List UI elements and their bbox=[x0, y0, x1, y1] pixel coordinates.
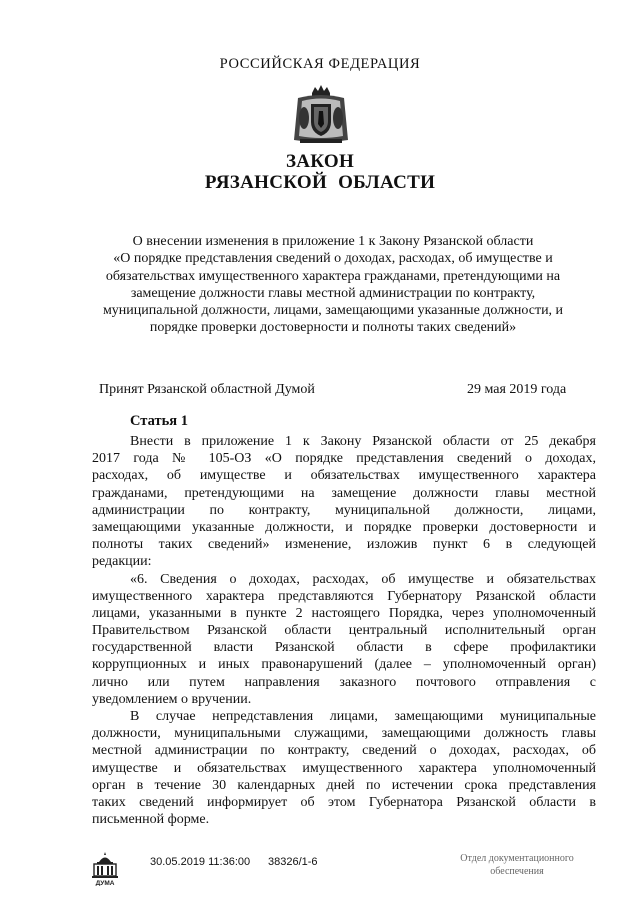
law-title-line-1: ЗАКОН bbox=[285, 151, 355, 172]
body-line: расходах, об имуществе и обязательствах имущественного характера bbox=[92, 468, 596, 484]
body-line: Внести в приложение 1 к Закону Рязанской области от 25 декабря bbox=[130, 434, 596, 449]
adoption-date: 29 мая 2019 года bbox=[467, 382, 567, 397]
body-line: имуществе и обязательствах имущественного характера уполномоченный bbox=[92, 760, 596, 776]
subject-line: «О порядке представления сведений о доходах, расходах, об имуществе и bbox=[113, 251, 553, 267]
law-subject bbox=[80, 233, 586, 337]
body-line: администрации по контракту, муниципальной должности, лицами, bbox=[92, 502, 596, 518]
body-line: Правительством Рязанской области центральный исполнительный орган bbox=[92, 623, 596, 639]
body-line: таких сведений информирует об этом Губернатора Рязанской области в bbox=[92, 794, 596, 810]
body-line: редакции: bbox=[92, 554, 152, 570]
subject-line: обязательствах имущественного характера гражданами, претендующими на bbox=[105, 268, 561, 284]
registration-number: 38326/1-6 bbox=[268, 856, 318, 868]
body-line: В случае непредставления лицами, замещающими муниципальные bbox=[130, 709, 596, 724]
body-line: замещающими указанные должности, и порядке проверки достоверности и bbox=[92, 519, 596, 535]
body-line: государственной власти Рязанской области в сфере профилактики bbox=[92, 640, 596, 656]
body-line: уведомлением о вручении. bbox=[92, 691, 252, 707]
body-line: полноты таких сведений» изменение, изложив пункт 6 в следующей bbox=[92, 537, 596, 553]
body-line: гражданами, претендующими на замещение должности главы местной bbox=[92, 485, 596, 501]
department-stamp bbox=[442, 852, 592, 878]
body-line: местной администрации по контракту, сведений о доходах, расходах, об bbox=[92, 743, 596, 759]
subject-line: О внесении изменения в приложение 1 к Закону Рязанской области bbox=[132, 234, 534, 249]
subject-line: замещение должности главы местной администрации по контракту, bbox=[130, 285, 536, 301]
registration-datetime: 30.05.2019 11:36:00 bbox=[150, 856, 251, 868]
body-line: орган в течение 30 календарных дней по истечении срока представления bbox=[92, 777, 596, 793]
subject-line: порядке проверки достоверности и полноты таких сведений» bbox=[149, 320, 517, 336]
article-heading: Статья 1 bbox=[130, 413, 188, 429]
body-line: должности, муниципальными служащими, замещающими должность главы bbox=[92, 726, 596, 742]
body-line: письменной форме. bbox=[92, 812, 210, 828]
duma-building-icon bbox=[90, 850, 120, 886]
adoption-statement: Принят Рязанской областной Думой bbox=[99, 382, 315, 397]
duma-label: ДУМА bbox=[95, 880, 115, 886]
body-line: имущественного характера представляются Губернатору Рязанской области bbox=[92, 588, 596, 604]
law-title-line-2: РЯЗАНСКОЙ ОБЛАСТИ bbox=[204, 172, 436, 193]
stamp-line-1: Отдел документационного bbox=[460, 853, 574, 864]
body-line: лично или путем направления заказного почтового отправления с bbox=[92, 674, 596, 690]
body-line: лицами, указанными в пункте 2 настоящего Порядка, через уполномоченный bbox=[92, 605, 596, 621]
body-line: коррупционных и иных правонарушений (далее – уполномоченный орган) bbox=[92, 657, 596, 673]
country-heading: РОССИЙСКАЯ ФЕДЕРАЦИЯ bbox=[219, 56, 421, 72]
body-line: 2017 года № 105-ОЗ «О порядке представления сведений о доходах, bbox=[92, 451, 596, 467]
article-body bbox=[92, 433, 596, 828]
subject-line: муниципальной должности, лицами, замещающими указанные должности, и bbox=[102, 303, 564, 319]
body-line: «6. Сведения о доходах, расходах, об имуществе и обязательствах bbox=[130, 571, 596, 587]
ryazan-coat-of-arms-icon bbox=[290, 84, 352, 146]
stamp-line-2: обеспечения bbox=[490, 866, 544, 877]
